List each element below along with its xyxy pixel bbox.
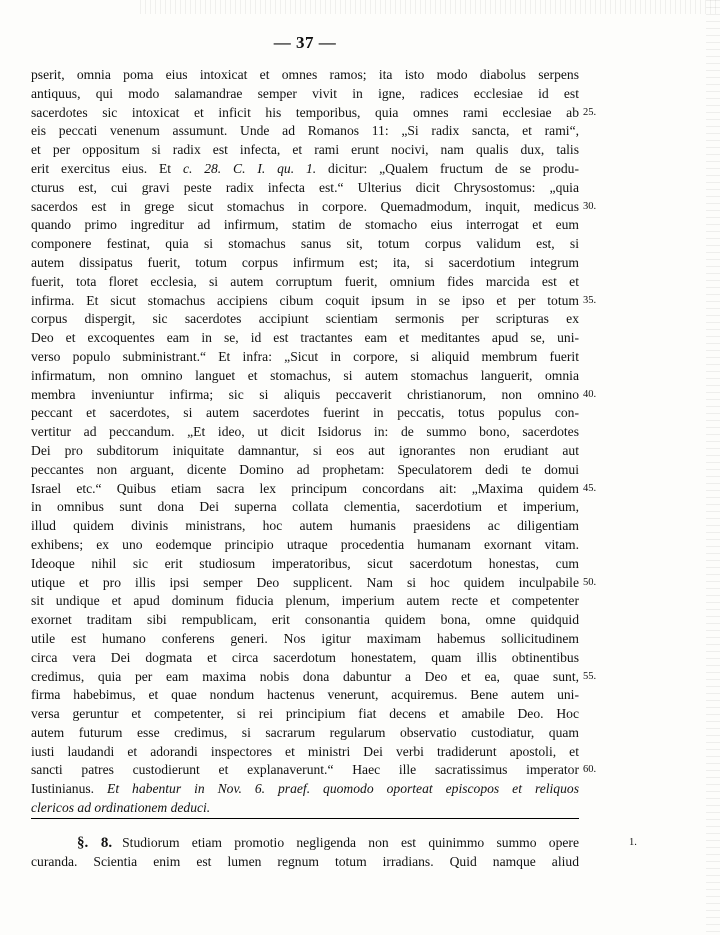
text-line-content: peccantes non arguant, dicente Domino ad prophetam: Speculatorem dedi te domui (31, 461, 579, 477)
text-line (31, 498, 579, 517)
section-line-text: Studiorum etiam promotio negligenda non est quinimmo summo opere (122, 835, 579, 850)
text-line-content: quando primo ingreditur ad infirmum, statim de stomacho eius interrogat et eum (31, 217, 579, 233)
line-number: 35. (583, 294, 597, 306)
text-line-content: in omnibus sunt dona Dei superna collata clementia, sacerdotium et imperium, (31, 499, 579, 515)
line-number: 30. (583, 200, 597, 212)
text-line-content: firma habebimus, et quae nondum hactenus venerunt, acquiremus. Bene autem uni- (31, 687, 579, 703)
text-line (31, 235, 579, 254)
text-line-content: pserit, omnia poma eius intoxicat et omnes ramos; ita isto modo diabolus serpens (31, 67, 579, 82)
text-line-content: infirmatum, non omnino languet et stomachus, si autem stomachus languerit, omnia (31, 367, 579, 383)
text-line-content: eis peccati venenum assumunt. Unde ad Romanos 11: „Si radix sancta, et rami“, (31, 123, 579, 139)
text-line (31, 367, 579, 386)
paper-edge-shadow (706, 0, 720, 935)
text-line (31, 555, 579, 574)
text-line-content: sit undique et apud dominum fiducia plenum, imperium autem recte et competenter (31, 593, 579, 609)
text-line-content: exhibens; ex uno eodemque principio utraque procedentia humanam exornant vitam. (31, 536, 579, 552)
text-line (31, 686, 579, 705)
main-text-block (31, 66, 597, 818)
text-line (31, 386, 597, 405)
text-line (31, 649, 579, 668)
text-line-content: autem dissipatus fuerit, totum corpus infirmum est; ita, si sacerdotium integrum (31, 254, 579, 270)
text-line-content: vertitur ad peccandum. „Et ideo, ut dicit Isidorus in: de summo bono, sacerdotes (31, 424, 579, 440)
section-8-block (31, 833, 637, 871)
text-line (31, 611, 579, 630)
line-number: 50. (583, 576, 597, 588)
text-line (31, 292, 597, 311)
text-line-content: clericos ad ordinationem deduci. (31, 800, 211, 816)
text-line-content: Israel etc.“ Quibus etiam sacra lex principum concordans ait: „Maxima quidem (31, 480, 579, 496)
text-line-content: sancti patres custodierunt et explanaverunt.“ Haec ille sacratissimus imperator (31, 762, 579, 778)
page-number: — 37 — (273, 33, 337, 52)
text-line (31, 461, 579, 480)
text-line (31, 179, 579, 198)
line-number: 45. (583, 482, 597, 494)
text-line (31, 198, 597, 217)
text-line (31, 668, 597, 687)
text-line-content: iusti laudandi et adorandi inspectores et ministri Dei verbi tradiderunt apostoli, et (31, 743, 579, 759)
text-line-content: cturus est, cui gravi peste radix infecta est.“ Ulterius dicit Chrysostomus: „quia (31, 179, 579, 195)
text-line (31, 66, 579, 85)
text-line (31, 780, 579, 799)
text-line (31, 517, 579, 536)
line-number: 25. (583, 106, 597, 118)
text-line (31, 329, 579, 348)
text-line-content: antiquus, qui modo salamandrae semper vivit in igne, radices ecclesiae id est (31, 85, 579, 101)
section-rule (31, 818, 579, 819)
text-line-content: illud quidem divinis ministrans, hoc autem humanis praesidens ac diligentiam (31, 518, 579, 534)
text-line (31, 122, 579, 141)
text-line (31, 254, 579, 273)
text-line (31, 536, 579, 555)
text-line-content: exornet traditam sibi rempublicam, erit consonantia quidem bona, omne quidquid (31, 612, 579, 628)
text-line-content: sacerdos est in grege sicut stomachus in corpore. Quemadmodum, inquit, medicus (31, 198, 579, 214)
text-line-content: Dei pro subditorum iniquitate damnantur, si eos aut ignorantes non erudiant aut (31, 442, 579, 458)
text-line-content: Iustinianus. Et habentur in Nov. 6. praef. quomodo oporteat episcopos et reliquos (31, 781, 579, 797)
text-line-content: corpus dispergit, sic sacerdotes accipiunt scientiam sermonis per scripturas ex (31, 311, 579, 327)
line-number: 55. (583, 670, 597, 682)
text-line-content: circa vera Dei dogmata et circa sacerdotum honestatem, quam illis obtinentibus (31, 649, 579, 665)
text-line (31, 273, 579, 292)
text-line (31, 761, 597, 780)
text-line (31, 592, 579, 611)
text-line-content: utile est humano conferens generi. Nos igitur maximam habemus sollicitudinem (31, 630, 579, 646)
section-mark: §. 8. (77, 835, 113, 851)
text-line-content: et per oppositum si radix est infecta, et rami erunt nocivi, nam qualis dux, talis (31, 142, 579, 158)
text-line (31, 705, 579, 724)
text-line (31, 310, 579, 329)
text-line-content: erit exercitus eius. Et c. 28. C. I. qu. 1. dicitur: „Qualem fructum de se produ- (31, 160, 579, 176)
text-line (31, 160, 579, 179)
text-line (31, 348, 579, 367)
section-line (31, 833, 637, 852)
text-line (31, 799, 579, 818)
text-line (31, 630, 579, 649)
text-line (31, 442, 579, 461)
text-line-content: fuerit, tota floret ecclesia, si autem corruptum fuerit, omnium fides marcida est et (31, 273, 579, 289)
text-line-content: peccant et sacerdotes, si autem sacerdotes fuerint in peccatis, totus populus con- (31, 405, 579, 421)
paper-edge-speckle (140, 0, 720, 14)
text-line-content: utique et pro illis ipsi semper Deo supplicent. Nam si hoc quidem inculpabile (31, 574, 579, 590)
text-line (31, 104, 597, 123)
text-line (31, 480, 597, 499)
text-line (31, 404, 579, 423)
text-line-content: autem futurum esse credimus, si sacrarum regularum observatio custodiatur, quam (31, 724, 579, 740)
text-line (31, 743, 579, 762)
text-line-content: infirma. Et sicut stomachus accipiens cibum coquit ipsum in se ipso et per totum (31, 292, 579, 308)
text-line-content: membra inveniuntur infirma; sic si aliquis peccaverit christianorum, non omnino (31, 386, 579, 402)
line-number: 40. (583, 388, 597, 400)
section-line-text: curanda. Scientia enim est lumen regnum totum irradians. Quid namque aliud (31, 854, 579, 869)
text-line (31, 423, 579, 442)
section-line (31, 852, 579, 871)
text-line (31, 141, 579, 160)
text-line-content: sacerdotes sic intoxicat et inficit his temporibus, quia omnes rami ecclesiae ab (31, 104, 579, 120)
text-line-content: Ideoque nihil sic erit studiosum imperatoribus, sicut sacerdotum honestas, cum (31, 555, 579, 571)
line-number: 60. (583, 764, 597, 776)
text-line (31, 724, 579, 743)
text-line-content: versa geruntur et competenter, si rei principium fiat decens et amabile Deo. Hoc (31, 706, 579, 722)
text-line (31, 574, 597, 593)
text-line-content: Deo et excoquentes eam in se, id est tractantes eam et meditantes apud se, uni- (31, 330, 579, 346)
text-line-content: credimus, quia per eam maxima nobis dona dabuntur a Deo et ea, quae sunt, (31, 668, 579, 684)
text-line (31, 216, 579, 235)
text-line-content: verso populo subministrant.“ Et infra: „Sicut in corpore, si aliquid membrum fuerit (31, 348, 579, 364)
line-number: 1. (629, 837, 637, 848)
text-line (31, 85, 579, 104)
text-line-content: componere festinat, quia si stomachus sanus sit, totum corpus validum est, si (31, 236, 579, 252)
